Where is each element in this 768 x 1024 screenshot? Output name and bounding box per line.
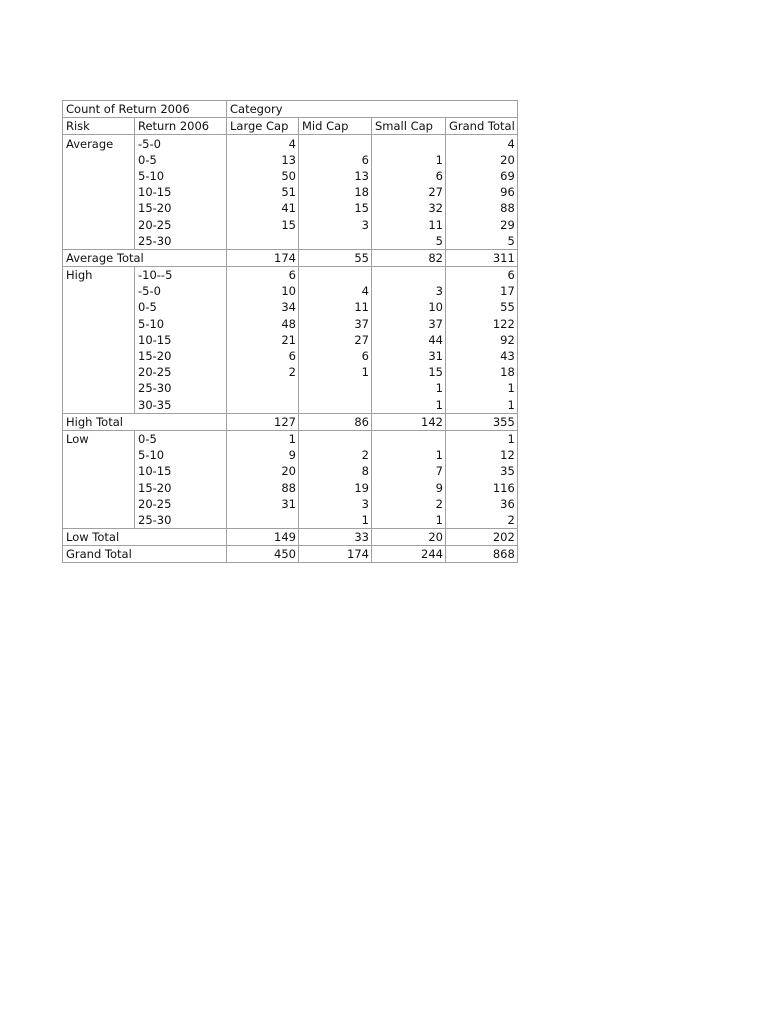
risk-cell — [63, 315, 135, 331]
risk-cell — [63, 184, 135, 200]
value-cell-grand[interactable]: 36 — [446, 496, 518, 512]
risk-cell — [63, 447, 135, 463]
value-cell-small[interactable]: 10 — [372, 299, 446, 315]
risk-cell — [63, 348, 135, 364]
return-range-cell[interactable]: 25-30 — [135, 512, 227, 529]
risk-cell — [63, 396, 135, 413]
value-cell-mid[interactable] — [299, 266, 372, 283]
return-range-cell[interactable]: -5-0 — [135, 135, 227, 152]
value-cell-large[interactable]: 4 — [227, 135, 299, 152]
value-cell-mid[interactable]: 37 — [299, 315, 372, 331]
table-row — [63, 266, 518, 283]
pivot-table-body — [63, 101, 518, 563]
pivot-table — [62, 100, 518, 563]
grand-total-value-grand[interactable]: 868 — [446, 546, 518, 563]
subtotal-row — [63, 249, 518, 266]
value-cell-grand[interactable]: 1 — [446, 380, 518, 396]
subtotal-row — [63, 413, 518, 430]
subtotal-value-mid[interactable]: 33 — [299, 528, 372, 545]
value-cell-large[interactable] — [227, 380, 299, 396]
value-cell-mid[interactable]: 2 — [299, 447, 372, 463]
risk-cell — [63, 216, 135, 232]
value-cell-grand[interactable]: 29 — [446, 216, 518, 232]
risk-cell — [63, 233, 135, 250]
subtotal-value-grand[interactable]: 355 — [446, 413, 518, 430]
value-cell-grand[interactable]: 35 — [446, 463, 518, 479]
value-cell-small[interactable]: 1 — [372, 152, 446, 168]
subtotal-value-mid[interactable]: 86 — [299, 413, 372, 430]
subtotal-value-small[interactable]: 82 — [372, 249, 446, 266]
table-row — [63, 184, 518, 200]
table-row — [63, 496, 518, 512]
value-cell-mid[interactable] — [299, 430, 372, 447]
table-row — [63, 135, 518, 152]
value-cell-small[interactable] — [372, 430, 446, 447]
return-range-cell[interactable]: -5-0 — [135, 283, 227, 299]
return-range-cell[interactable]: -10--5 — [135, 266, 227, 283]
value-cell-grand[interactable]: 20 — [446, 152, 518, 168]
grand-total-value-mid[interactable]: 174 — [299, 546, 372, 563]
value-cell-mid[interactable]: 8 — [299, 463, 372, 479]
value-cell-large[interactable]: 34 — [227, 299, 299, 315]
return-range-cell[interactable]: 20-25 — [135, 216, 227, 232]
return-range-cell[interactable]: 20-25 — [135, 364, 227, 380]
subtotal-value-grand[interactable]: 202 — [446, 528, 518, 545]
value-cell-grand[interactable]: 6 — [446, 266, 518, 283]
value-cell-mid[interactable]: 13 — [299, 168, 372, 184]
return-range-cell[interactable]: 5-10 — [135, 168, 227, 184]
value-cell-small[interactable]: 1 — [372, 447, 446, 463]
grand-total-value-large[interactable]: 450 — [227, 546, 299, 563]
value-cell-mid[interactable]: 4 — [299, 283, 372, 299]
header-grand-total[interactable]: Grand Total — [446, 118, 518, 135]
subtotal-row — [63, 528, 518, 545]
subtotal-value-large[interactable]: 127 — [227, 413, 299, 430]
value-cell-mid[interactable]: 3 — [299, 496, 372, 512]
risk-cell — [63, 332, 135, 348]
value-cell-mid[interactable] — [299, 233, 372, 250]
table-row — [63, 233, 518, 250]
value-cell-small[interactable]: 44 — [372, 332, 446, 348]
category-blank-cell — [446, 101, 518, 118]
value-cell-large[interactable]: 10 — [227, 283, 299, 299]
return-range-cell[interactable]: 30-35 — [135, 396, 227, 413]
value-cell-grand[interactable]: 55 — [446, 299, 518, 315]
table-row — [63, 380, 518, 396]
return-range-cell[interactable]: 15-20 — [135, 200, 227, 216]
value-cell-large[interactable]: 21 — [227, 332, 299, 348]
value-cell-mid[interactable]: 19 — [299, 479, 372, 495]
table-row — [63, 512, 518, 529]
value-cell-large[interactable]: 15 — [227, 216, 299, 232]
value-cell-large[interactable] — [227, 396, 299, 413]
subtotal-value-small[interactable]: 142 — [372, 413, 446, 430]
risk-cell — [63, 283, 135, 299]
subtotal-value-small[interactable]: 20 — [372, 528, 446, 545]
value-cell-grand[interactable]: 1 — [446, 396, 518, 413]
return-range-cell[interactable]: 25-30 — [135, 380, 227, 396]
risk-cell[interactable]: Low — [63, 430, 135, 447]
value-cell-small[interactable] — [372, 266, 446, 283]
value-cell-grand[interactable]: 2 — [446, 512, 518, 529]
table-row — [63, 463, 518, 479]
value-cell-large[interactable]: 41 — [227, 200, 299, 216]
return-range-cell[interactable]: 20-25 — [135, 496, 227, 512]
table-row — [63, 396, 518, 413]
value-cell-small[interactable]: 32 — [372, 200, 446, 216]
value-cell-large[interactable]: 31 — [227, 496, 299, 512]
table-row — [63, 315, 518, 331]
value-cell-large[interactable]: 2 — [227, 364, 299, 380]
risk-cell — [63, 479, 135, 495]
value-cell-grand[interactable]: 12 — [446, 447, 518, 463]
table-row — [63, 200, 518, 216]
table-row — [63, 447, 518, 463]
category-field-label[interactable]: Category — [227, 101, 299, 118]
value-cell-small[interactable]: 9 — [372, 479, 446, 495]
value-cell-grand[interactable]: 4 — [446, 135, 518, 152]
table-row — [63, 152, 518, 168]
value-cell-small[interactable]: 37 — [372, 315, 446, 331]
value-cell-large[interactable]: 1 — [227, 430, 299, 447]
subtotal-value-large[interactable]: 174 — [227, 249, 299, 266]
subtotal-label[interactable]: High Total — [63, 413, 227, 430]
value-cell-grand[interactable]: 43 — [446, 348, 518, 364]
value-cell-mid[interactable]: 27 — [299, 332, 372, 348]
subtotal-value-mid[interactable]: 55 — [299, 249, 372, 266]
table-row — [63, 216, 518, 232]
value-cell-large[interactable]: 51 — [227, 184, 299, 200]
value-cell-small[interactable] — [372, 135, 446, 152]
value-cell-mid[interactable]: 18 — [299, 184, 372, 200]
header-row — [63, 118, 518, 135]
header-large-cap[interactable]: Large Cap — [227, 118, 299, 135]
value-cell-small[interactable]: 3 — [372, 283, 446, 299]
subtotal-value-grand[interactable]: 311 — [446, 249, 518, 266]
value-cell-grand[interactable]: 116 — [446, 479, 518, 495]
value-cell-large[interactable]: 48 — [227, 315, 299, 331]
risk-cell — [63, 364, 135, 380]
value-cell-large[interactable]: 88 — [227, 479, 299, 495]
header-mid-cap[interactable]: Mid Cap — [299, 118, 372, 135]
table-row — [63, 332, 518, 348]
return-range-cell[interactable]: 0-5 — [135, 299, 227, 315]
risk-cell — [63, 512, 135, 529]
value-cell-small[interactable]: 1 — [372, 380, 446, 396]
subtotal-label[interactable]: Average Total — [63, 249, 227, 266]
grand-total-row — [63, 546, 518, 563]
category-blank-cell — [299, 101, 372, 118]
table-row — [63, 479, 518, 495]
value-cell-mid[interactable]: 3 — [299, 216, 372, 232]
table-row — [63, 299, 518, 315]
value-cell-small[interactable]: 5 — [372, 233, 446, 250]
risk-cell[interactable]: High — [63, 266, 135, 283]
table-row — [63, 168, 518, 184]
value-cell-grand[interactable]: 18 — [446, 364, 518, 380]
value-cell-large[interactable] — [227, 512, 299, 529]
value-cell-grand[interactable]: 5 — [446, 233, 518, 250]
subtotal-value-large[interactable]: 149 — [227, 528, 299, 545]
header-small-cap[interactable]: Small Cap — [372, 118, 446, 135]
return-range-cell[interactable]: 15-20 — [135, 348, 227, 364]
value-cell-mid[interactable]: 1 — [299, 364, 372, 380]
return-range-cell[interactable]: 25-30 — [135, 233, 227, 250]
risk-cell — [63, 200, 135, 216]
risk-cell — [63, 463, 135, 479]
value-cell-grand[interactable]: 88 — [446, 200, 518, 216]
value-cell-small[interactable]: 27 — [372, 184, 446, 200]
value-cell-grand[interactable]: 69 — [446, 168, 518, 184]
value-cell-mid[interactable]: 11 — [299, 299, 372, 315]
value-cell-small[interactable]: 15 — [372, 364, 446, 380]
table-row — [63, 430, 518, 447]
value-cell-grand[interactable]: 17 — [446, 283, 518, 299]
return-range-cell[interactable]: 15-20 — [135, 479, 227, 495]
value-cell-mid[interactable]: 6 — [299, 152, 372, 168]
header-risk[interactable]: Risk — [63, 118, 135, 135]
return-range-cell[interactable]: 10-15 — [135, 184, 227, 200]
risk-cell — [63, 380, 135, 396]
grand-total-value-small[interactable]: 244 — [372, 546, 446, 563]
value-cell-small[interactable]: 1 — [372, 396, 446, 413]
risk-cell[interactable]: Average — [63, 135, 135, 152]
value-cell-small[interactable]: 11 — [372, 216, 446, 232]
value-cell-mid[interactable] — [299, 380, 372, 396]
return-range-cell[interactable]: 0-5 — [135, 152, 227, 168]
value-cell-large[interactable] — [227, 233, 299, 250]
header-return[interactable]: Return 2006 — [135, 118, 227, 135]
title-row — [63, 101, 518, 118]
value-cell-small[interactable]: 2 — [372, 496, 446, 512]
value-cell-small[interactable]: 6 — [372, 168, 446, 184]
return-range-cell[interactable]: 10-15 — [135, 332, 227, 348]
value-cell-mid[interactable]: 1 — [299, 512, 372, 529]
value-cell-mid[interactable]: 6 — [299, 348, 372, 364]
category-blank-cell — [372, 101, 446, 118]
risk-cell — [63, 168, 135, 184]
value-cell-large[interactable]: 6 — [227, 266, 299, 283]
table-row — [63, 348, 518, 364]
return-range-cell[interactable]: 5-10 — [135, 447, 227, 463]
pivot-title[interactable]: Count of Return 2006 — [63, 101, 227, 118]
value-cell-large[interactable]: 50 — [227, 168, 299, 184]
value-cell-mid[interactable]: 15 — [299, 200, 372, 216]
value-cell-small[interactable]: 31 — [372, 348, 446, 364]
value-cell-mid[interactable] — [299, 396, 372, 413]
return-range-cell[interactable]: 0-5 — [135, 430, 227, 447]
value-cell-grand[interactable]: 1 — [446, 430, 518, 447]
value-cell-mid[interactable] — [299, 135, 372, 152]
risk-cell — [63, 496, 135, 512]
risk-cell — [63, 299, 135, 315]
risk-cell — [63, 152, 135, 168]
grand-total-label[interactable]: Grand Total — [63, 546, 227, 563]
value-cell-grand[interactable]: 122 — [446, 315, 518, 331]
table-row — [63, 283, 518, 299]
subtotal-label[interactable]: Low Total — [63, 528, 227, 545]
value-cell-grand[interactable]: 96 — [446, 184, 518, 200]
value-cell-small[interactable]: 7 — [372, 463, 446, 479]
value-cell-large[interactable]: 13 — [227, 152, 299, 168]
value-cell-large[interactable]: 6 — [227, 348, 299, 364]
value-cell-large[interactable]: 20 — [227, 463, 299, 479]
value-cell-small[interactable]: 1 — [372, 512, 446, 529]
return-range-cell[interactable]: 10-15 — [135, 463, 227, 479]
value-cell-grand[interactable]: 92 — [446, 332, 518, 348]
return-range-cell[interactable]: 5-10 — [135, 315, 227, 331]
table-row — [63, 364, 518, 380]
value-cell-large[interactable]: 9 — [227, 447, 299, 463]
